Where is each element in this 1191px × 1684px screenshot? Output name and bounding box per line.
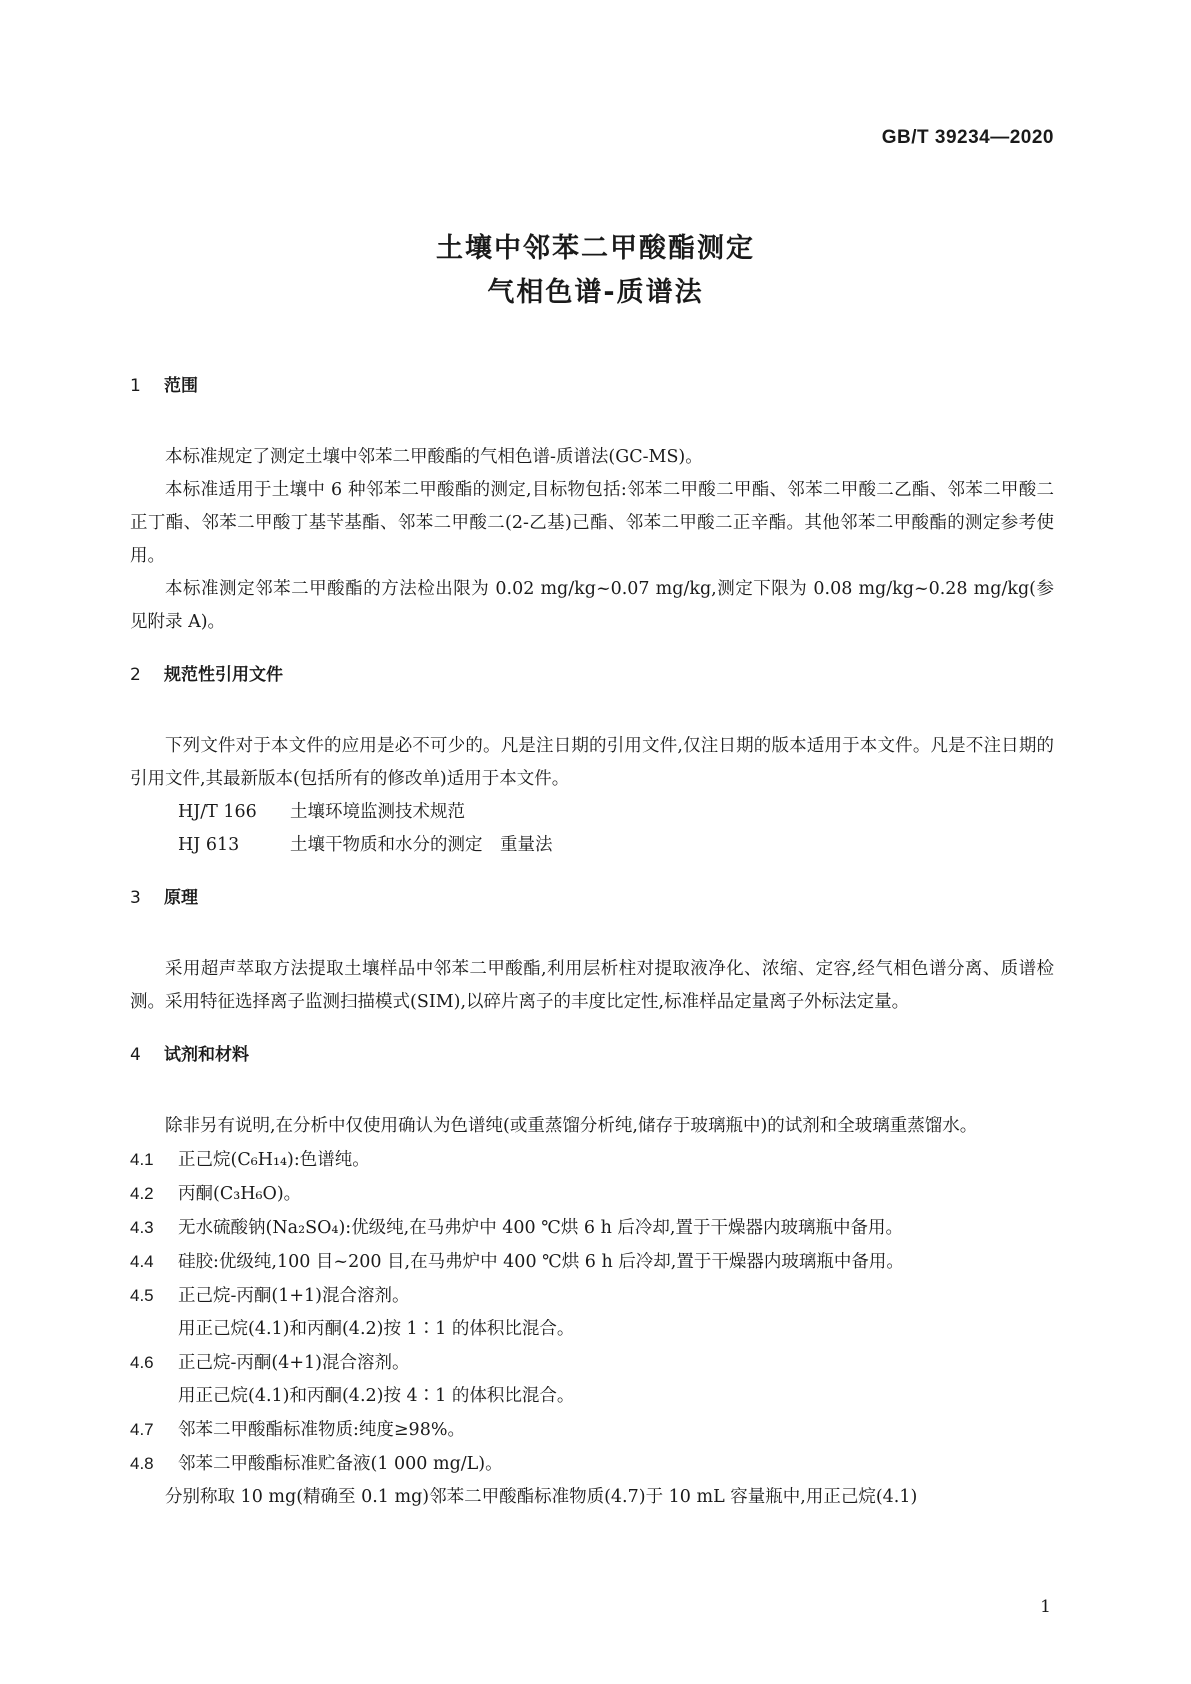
item-number: 4.4 [130,1252,154,1271]
item-number: 4.5 [130,1286,154,1305]
document-title: 土壤中邻苯二甲酸酯测定 [436,233,755,264]
section-heading-reagents [130,1039,1054,1072]
document-subtitle: 气相色谱-质谱法 [487,277,704,308]
section-number: 2 [130,665,141,685]
item-number: 4.6 [130,1353,154,1372]
reference-item [130,796,1054,829]
paragraph: 本标准测定邻苯二甲酸酯的方法检出限为 0.02 mg/kg~0.07 mg/kg,测定下限为 0.08 mg/kg~0.28 mg/kg(参见附录 A)。 [130,579,1054,632]
list-item [130,1413,1054,1447]
section-number: 1 [130,376,141,396]
item-number: 4.3 [130,1218,154,1237]
document-body [130,370,1054,1514]
section-title: 规范性引用文件 [164,665,283,685]
reference-name: 土壤干物质和水分的测定 重量法 [290,835,553,855]
item-number: 4.2 [130,1184,154,1203]
item-number: 4.7 [130,1420,154,1439]
item-text: 丙酮(C₃H₆O)。 [178,1184,302,1204]
paragraph: 下列文件对于本文件的应用是必不可少的。凡是注日期的引用文件,仅注日期的版本适用于本文件。凡是不注日期的引用文件,其最新版本(包括所有的修改单)适用于本文件。 [130,736,1054,789]
item-number: 4.1 [130,1150,154,1169]
item-detail: 用正己烷(4.1)和丙酮(4.2)按 4∶1 的体积比混合。 [178,1386,575,1406]
item-text: 正己烷(C₆H₁₄):色谱纯。 [178,1150,370,1170]
item-text: 邻苯二甲酸酯标准物质:纯度≥98%。 [178,1420,465,1440]
section-heading-principle [130,882,1054,915]
item-number: 4.8 [130,1454,154,1473]
item-detail: 用正己烷(4.1)和丙酮(4.2)按 1∶1 的体积比混合。 [178,1319,575,1339]
section-heading-normative-references [130,659,1054,692]
list-item [130,1143,1054,1177]
item-text: 正己烷-丙酮(1+1)混合溶剂。 [178,1286,410,1306]
item-text: 无水硫酸钠(Na₂SO₄):优级纯,在马弗炉中 400 ℃烘 6 h 后冷却,置于干燥器内玻璃瓶中备用。 [178,1218,903,1238]
section-title: 原理 [164,888,198,908]
paragraph: 除非另有说明,在分析中仅使用确认为色谱纯(或重蒸馏分析纯,储存于玻璃瓶中)的试剂和全玻璃重蒸馏水。 [165,1116,978,1136]
section-number: 4 [130,1045,141,1065]
item-text: 正己烷-丙酮(4+1)混合溶剂。 [178,1353,410,1373]
list-item [130,1245,1054,1279]
list-item [130,1177,1054,1211]
reference-name: 土壤环境监测技术规范 [290,802,465,822]
reference-item [130,829,1054,862]
paragraph: 本标准规定了测定土壤中邻苯二甲酸酯的气相色谱-质谱法(GC-MS)。 [165,447,703,467]
standard-code: GB/T 39234—2020 [881,127,1054,148]
page-number: 1 [1040,1597,1051,1617]
paragraph: 采用超声萃取方法提取土壤样品中邻苯二甲酸酯,利用层析柱对提取液净化、浓缩、定容,经气相色谱分离、质谱检测。采用特征选择离子监测扫描模式(SIM),以碎片离子的丰度比定性,标准样品定量离子外标法定量。 [130,959,1054,1012]
item-text: 邻苯二甲酸酯标准贮备液(1 000 mg/L)。 [178,1454,503,1474]
section-title: 试剂和材料 [164,1045,249,1065]
reference-code: HJ/T 166 [178,802,257,822]
section-heading-scope [130,370,1054,403]
section-title: 范围 [164,376,198,396]
list-item [130,1211,1054,1245]
section-number: 3 [130,888,141,908]
paragraph: 本标准适用于土壤中 6 种邻苯二甲酸酯的测定,目标物包括:邻苯二甲酸二甲酯、邻苯二甲酸二乙酯、邻苯二甲酸二正丁酯、邻苯二甲酸丁基苄基酯、邻苯二甲酸二(2-乙基)己酯、邻苯二甲酸二正辛酯。其他邻苯二甲酸酯的测定参考使用。 [130,480,1054,566]
list-item [130,1447,1054,1481]
list-item [130,1346,1054,1380]
list-item [130,1279,1054,1313]
item-text: 硅胶:优级纯,100 目~200 目,在马弗炉中 400 ℃烘 6 h 后冷却,置于干燥器内玻璃瓶中备用。 [178,1252,904,1272]
reference-code: HJ 613 [178,835,240,855]
item-detail: 分别称取 10 mg(精确至 0.1 mg)邻苯二甲酸酯标准物质(4.7)于 10 mL 容量瓶中,用正己烷(4.1) [165,1487,918,1507]
